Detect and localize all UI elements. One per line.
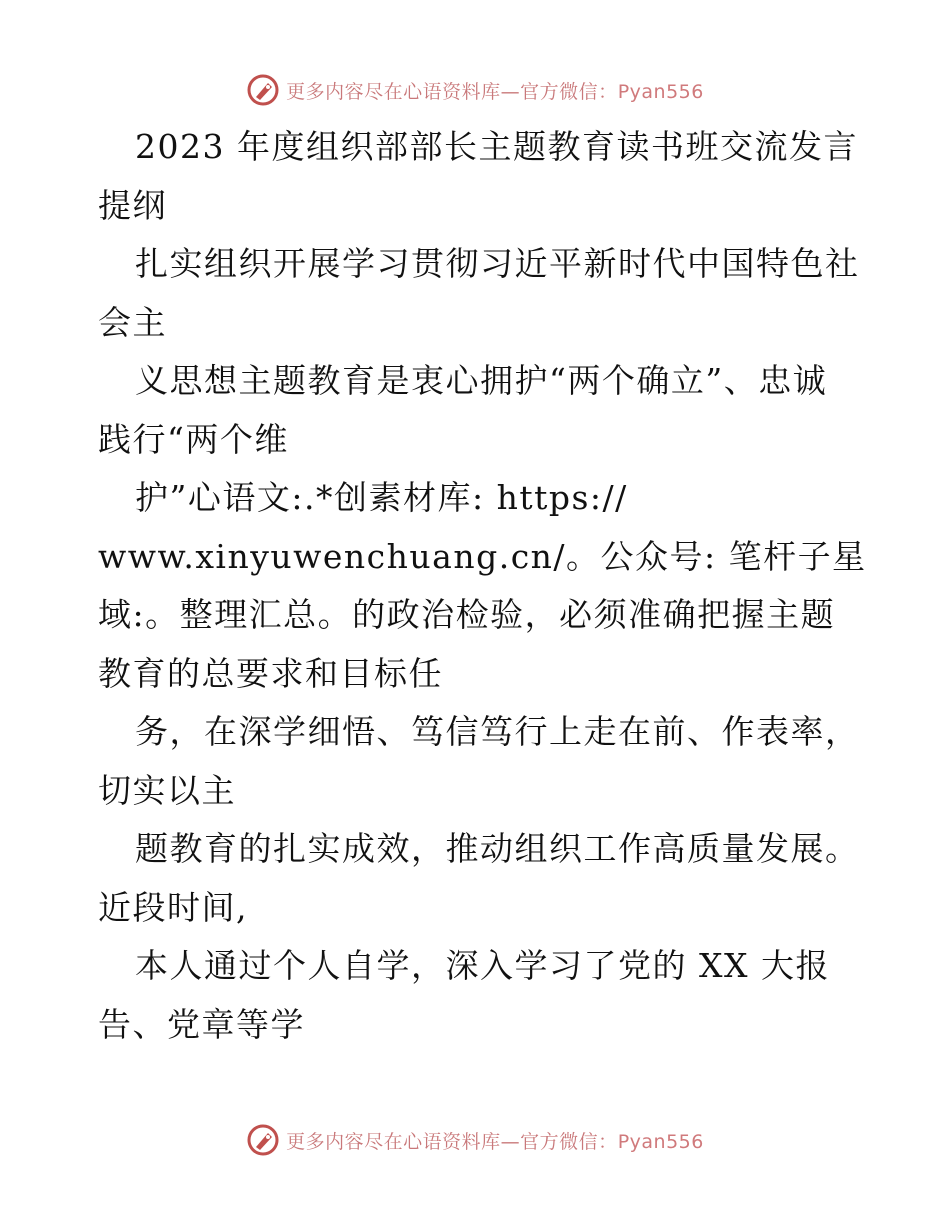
banner-dash: — [500, 80, 521, 103]
banner-wechat-label: 官方微信： [520, 80, 618, 103]
paragraph-line: 近段时间, [98, 887, 248, 927]
header-banner [0, 70, 950, 110]
pen-nib-logo-icon [246, 1123, 280, 1157]
banner-left-text: 更多内容尽在心语资料库 [286, 1130, 501, 1153]
footer-banner [0, 1120, 950, 1160]
paragraph-line: 践行“两个维 [98, 419, 289, 459]
title-line-2: 提纲 [98, 185, 167, 225]
paragraph-line: 域:。整理汇总。的政治检验，必须准确把握主题 [98, 595, 836, 634]
banner-wechat-id: Pyan556 [617, 80, 704, 103]
paragraph-line: 题教育的扎实成效，推动组织工作高质量发展。 [135, 829, 860, 868]
paragraph-line: 本人通过个人自学，深入学习了党的 XX 大报 [135, 946, 830, 985]
banner-left-text: 更多内容尽在心语资料库 [286, 80, 501, 103]
paragraph-line: 务，在深学细悟、笃信笃行上走在前、作表率， [135, 712, 860, 751]
paragraph-line: 教育的总要求和目标任 [98, 653, 443, 693]
banner-wechat-id: Pyan556 [617, 1130, 704, 1153]
paragraph-line: 义思想主题教育是衷心拥护“两个确立”、忠诚 [135, 361, 828, 400]
title-line-1: 2023 年度组织部部长主题教育读书班交流发言 [135, 127, 858, 166]
banner-text [286, 77, 704, 104]
paragraph-line: 护”心语文:.*创素材库: https:// [135, 478, 628, 517]
pen-nib-logo-icon [246, 73, 280, 107]
paragraph-line: www.xinyuwenchuang.cn/。公众号: 笔杆子星 [98, 536, 867, 576]
banner-dash: — [500, 1130, 521, 1153]
paragraph-line: 告、党章等学 [98, 1004, 305, 1044]
banner-wechat-label: 官方微信： [520, 1130, 618, 1153]
paragraph-line: 会主 [98, 302, 167, 342]
document-body [98, 118, 868, 1054]
paragraph-line: 切实以主 [98, 770, 236, 810]
banner-text [286, 1127, 704, 1154]
paragraph-line: 扎实组织开展学习贯彻习近平新时代中国特色社 [135, 244, 860, 283]
